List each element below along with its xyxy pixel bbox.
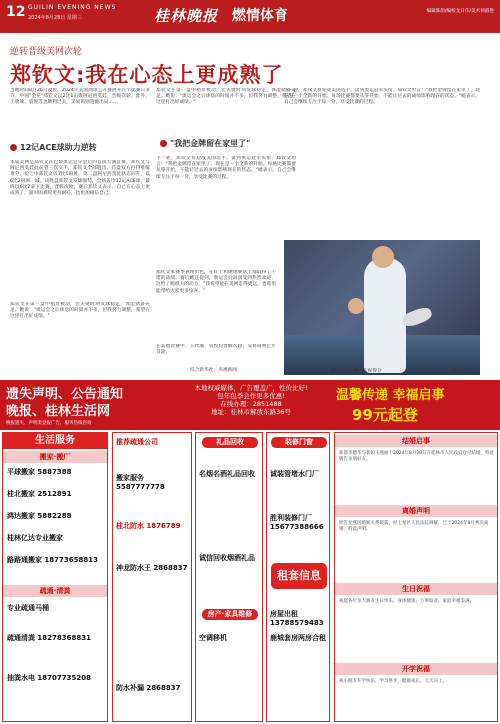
col2-title: 推荐疏通公司 xyxy=(116,438,158,446)
birthday-text: 祝愿各位亲人朋友生日快乐，身体健康，万事如意，家庭幸福美满。 xyxy=(339,599,474,604)
player-figure xyxy=(364,258,406,373)
banner-info xyxy=(172,384,330,416)
ad-item: 专业疏通马桶 xyxy=(7,604,49,612)
ad-item: 抽粪水电 18707735208 xyxy=(7,674,92,682)
article-photo xyxy=(284,240,480,375)
classified-col-1 xyxy=(2,432,108,722)
col3-title: 礼品回收 xyxy=(202,437,258,448)
ad-item: 诚信回收烟酒礼品 xyxy=(199,554,255,562)
player-fist xyxy=(348,298,364,314)
col4-title: 装修门窗 xyxy=(271,437,327,448)
section-2-body: 下一轮，郑钦文将迎战美国选手。谈到奥运冠军头衔，郑钦文坦言："我把金牌留在家里了，现在是一个全新的开始。每场比赛都要从零开始，不能让过去的成绩影响现在的状态。"她表示，自己会继续专注于每一分，享受比赛的过程。 xyxy=(156,156,296,180)
col1-title: 生活服务 xyxy=(3,433,107,449)
bullet-icon xyxy=(160,140,167,147)
banner-phone-label: 包年包季会作更多优惠! xyxy=(217,392,285,400)
ad-item: 桂北防水 1876789 xyxy=(116,522,181,530)
article-col3: 下一轮，郑钦文将迎战美国选手。谈到奥运冠军头衔，郑钦文坦言："我把金牌留在家里了，现在是一个全新的开始。每场比赛都要从零开始，不能让过去的成绩影响现在的状态。"她表示，自己会继续专注于每一分，享受比赛的过程。 xyxy=(284,88,480,106)
page-header xyxy=(0,0,500,33)
ad-item: 防水补漏 2868837 xyxy=(116,684,181,692)
ad-item: 疏通清粪 18278368831 xyxy=(7,634,92,642)
banner-line-1: 遗失声明、公告通知 xyxy=(6,387,124,402)
article-source: 综合新华社、央视新闻 xyxy=(190,368,237,373)
section-1-body: 本届美网是郑钦文在巴黎奥运会夺金后的首项大满贯赛。郑钦文与阿尼西莫娃此前曾三次交手，郑钦文全部胜出。首盘双方打得难解难分，抢七中郑钦文以7比5取胜。第二盘阿尼西莫娃状态回升，以6比2扳回一城。决胜盘郑钦文发球强势，全场轰出12记ACE球，最终以6比2拿下比赛，晋级次轮。赛后郑钦文表示，自己在心态上更成熟了，面对困难时更有耐心，也更加相信自己。 xyxy=(10,160,150,197)
ad-item: 搬家服务 5587777778 xyxy=(116,474,165,491)
section-2-heading xyxy=(160,138,250,149)
divorce-title: 离婚声明 xyxy=(335,505,497,517)
section-1-title: 12记ACE球助力逆转 xyxy=(20,143,97,152)
section-1-body-b: 郑钦文在第一盘中稍显被动，但关键时刻发球稳定，体能储备充足。她说："奥运会之后休息的时间并不多，但我努力调整，希望在这里打出好成绩。" xyxy=(10,302,150,320)
promo-headline: 温馨传递 幸福启事 xyxy=(336,388,445,403)
article-lead: 当地时间8月26日凌晨，2024年美国网球公开赛展开首个比赛日争夺。中国"金花"郑钦文以2比1击败阿尼西莫娃，晋级次轮。此外，王欣瑜、袁悦等也顺利过关，吴易昺则遗憾出局…… xyxy=(10,88,150,106)
section-2-title: "我把金牌留在家里了" xyxy=(170,139,251,148)
newspaper-logo: 桂林晚报 xyxy=(154,7,219,25)
page-number: 12 xyxy=(6,4,26,20)
ad-item: 租套信息 xyxy=(271,563,327,589)
photo-caption: 郑钦文在比赛中庆祝得分 xyxy=(330,369,382,374)
ad-item: 神龙防水王 2868837 xyxy=(116,564,188,572)
ad-item: 房屋出租 13788579483 xyxy=(270,610,324,627)
col1-sec2: 疏通·清粪 xyxy=(3,585,107,597)
school-title: 开学祝福 xyxy=(335,663,497,675)
ad-item: 鸿达搬家 5882288 xyxy=(7,512,72,520)
article-kicker: 逆转晋级美网次轮 xyxy=(10,47,83,57)
bullet-icon xyxy=(10,144,17,151)
ad-item: 胜利装修门厂 15677388666 xyxy=(270,514,324,531)
banner-phone: 在线办理：2851488 xyxy=(220,400,282,408)
classified-col-4 xyxy=(266,432,330,722)
article-col2-top: 郑钦文在第一盘中稍显被动，但关键时刻发球稳定，体能储备充足。她说："奥运会之后休息的时间并不多，但我努力调整，希望在这里打出好成绩。" xyxy=(156,88,296,106)
wedding-text: 新郎李德华与新娘王燕丽于2024年8月28日在桂林市人民政府登记结婚，特此敬告亲朋好友。 xyxy=(339,451,495,462)
promo-price: 99元起登 xyxy=(352,406,418,424)
divorce-text: 原告龙燕因婚姻关系破裂，经七星区人民法院调解，已于2024年8月判决离婚，特此声明。 xyxy=(339,521,489,532)
ad-item: 桂北搬家 2512891 xyxy=(7,490,72,498)
ad-item: 房产·家具维修 xyxy=(202,609,258,620)
column-title: 燃情体育 xyxy=(232,8,288,24)
ad-item: 鹿城套房两房合租 xyxy=(270,634,326,642)
classified-col-5 xyxy=(334,432,498,722)
banner-address: 地址：桂林市解放东路36号 xyxy=(211,408,291,416)
banner-note: 晚报遗失、声明类登报广告，服务热线咨询 xyxy=(6,421,92,426)
section-1-heading xyxy=(10,142,97,153)
paper-name: GUILIN EVENING NEWS xyxy=(28,4,117,11)
editor-credits: 编辑陈韵/编校龙日伟/美术何淑艳 xyxy=(426,9,494,14)
publish-date: 2024年8月28日 星期三 xyxy=(28,15,82,21)
ad-item: 空调移机 xyxy=(199,634,227,642)
classified-col-3 xyxy=(195,432,263,722)
section-2-body-b: 郑钦文本赛季表现出色，在红土和硬地赛场上都取得了不错的战绩。赛后她还提到，奥运会后回国受到热烈欢迎，这给了她很大的动力。"我希望能在美网走得更远，也希望能带给大家更多惊喜。" xyxy=(156,270,276,294)
photo-credit: 新华社发 xyxy=(452,369,471,374)
section-2-body-c: 在其他比赛中，王欣瑜、袁悦均晋级次轮，吴易昺则止步首轮。 xyxy=(156,344,276,356)
birthday-title: 生日祝福 xyxy=(335,583,497,595)
ad-item: 名烟名酒礼品回收 xyxy=(199,470,255,478)
wedding-title: 结婚启事 xyxy=(335,435,497,447)
article-headline: 郑钦文:我在心态上更成熟了 xyxy=(10,63,284,87)
banner-line-2: 晚报、桂林生活网 xyxy=(6,404,111,419)
ad-banner xyxy=(0,380,500,430)
player-head xyxy=(372,246,394,268)
classified-col-2 xyxy=(112,432,192,722)
banner-sub: 本地权威媒体，广告覆盖广，性价比好! xyxy=(194,384,308,392)
ad-item: 路路通搬家 18773658813 xyxy=(7,556,99,564)
ad-item: 平球搬家 5887388 xyxy=(7,468,72,476)
ad-item: 诚装管堵水门厂 xyxy=(270,470,319,478)
ad-item: 桂林亿达专业搬家 xyxy=(7,534,63,542)
col1-sec1: 搬家·搬厂 xyxy=(3,451,107,463)
school-text: 祝小朋友开学快乐，学习进步，健康成长，天天向上。 xyxy=(339,679,447,684)
